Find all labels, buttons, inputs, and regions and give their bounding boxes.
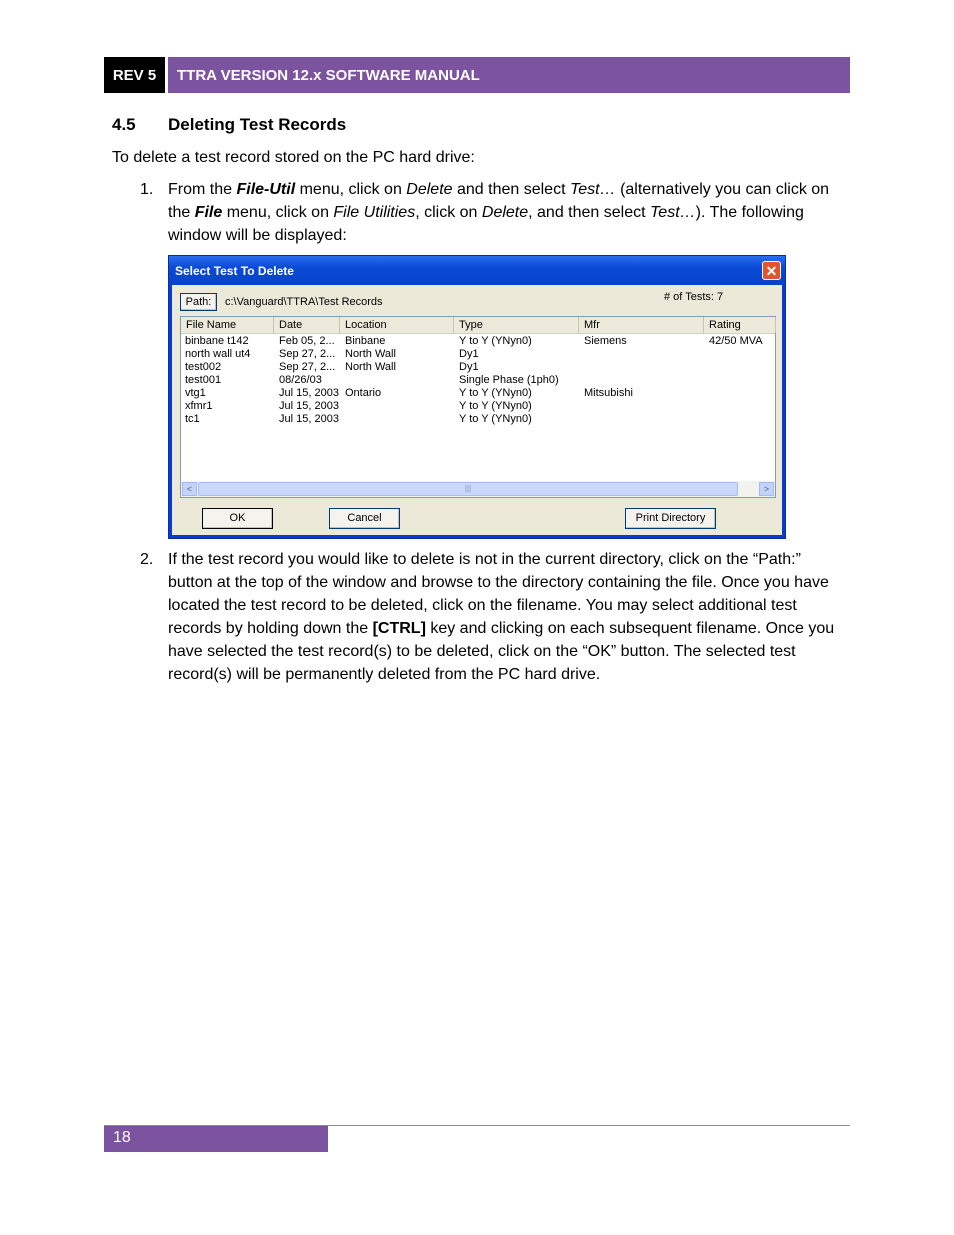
column-header-date[interactable]: Date [274,317,340,333]
mfr-cell: Siemens [584,335,627,347]
date-cell: Jul 15, 2003 [279,400,339,412]
type-cell: Dy1 [459,348,479,360]
column-header-type[interactable]: Type [454,317,579,333]
table-row[interactable] [181,387,775,400]
step-1-text: From the File-Util menu, click on Delete and then select Test… (alternatively you can click on the File menu, click on File Utilities, click on Delete, and then select Test…). The following window will be displayed: [168,181,830,244]
test-records-list[interactable] [180,316,776,498]
location-cell: North Wall [345,348,396,360]
section-heading [112,115,346,135]
ok-button[interactable]: OK [202,508,273,529]
table-row[interactable] [181,348,775,361]
dialog-titlebar[interactable] [169,256,785,285]
select-test-dialog [168,255,786,539]
type-cell: Y to Y (YNyn0) [459,387,532,399]
file-name-cell: test001 [185,374,222,386]
date-cell: Sep 27, 2... [279,361,336,373]
intro-paragraph: To delete a test record stored on the PC hard drive: [112,149,475,166]
type-cell: Y to Y (YNyn0) [459,400,532,412]
date-cell: Feb 05, 2... [279,335,335,347]
manual-title-banner: TTRA VERSION 12.x SOFTWARE MANUAL [168,57,850,93]
type-cell: Single Phase (1ph0) [459,374,559,386]
dialog-title: Select Test To Delete [175,264,294,278]
file-name-cell: tc1 [185,413,200,425]
scroll-left-icon[interactable]: < [182,482,197,496]
list-header [181,317,775,334]
scroll-thumb[interactable]: ||| [198,482,738,496]
date-cell: Jul 15, 2003 [279,413,339,425]
file-name-cell: north wall ut4 [185,348,251,360]
print-directory-button[interactable]: Print Directory [625,508,716,529]
tests-count: # of Tests: 7 [664,291,724,303]
table-row[interactable] [181,374,775,387]
page-number: 18 [104,1126,328,1152]
scroll-right-icon[interactable]: > [759,482,774,496]
type-cell: Dy1 [459,361,479,373]
location-cell: Binbane [345,335,386,347]
cancel-button[interactable]: Cancel [329,508,400,529]
path-button[interactable]: Path: [180,293,217,311]
revision-badge: REV 5 [104,57,165,93]
file-name-cell: vtg1 [185,387,206,399]
column-header-file-name[interactable]: File Name [181,317,274,333]
type-cell: Y to Y (YNyn0) [459,335,532,347]
file-name-cell: xfmr1 [185,400,213,412]
type-cell: Y to Y (YNyn0) [459,413,532,425]
table-row[interactable] [181,361,775,374]
path-value: c:\Vanguard\TTRA\Test Records [225,296,383,308]
column-header-mfr[interactable]: Mfr [579,317,704,333]
horizontal-scrollbar[interactable] [181,481,775,497]
table-row[interactable] [181,413,775,426]
table-row[interactable] [181,335,775,348]
dialog-client-area [172,285,782,535]
step-2-number: 2. [140,551,154,568]
section-number: 4.5 [112,115,136,134]
date-cell: Jul 15, 2003 [279,387,339,399]
table-row[interactable] [181,400,775,413]
column-header-location[interactable]: Location [340,317,454,333]
rating-cell: 42/50 MVA [709,335,763,347]
column-header-rating[interactable]: Rating [704,317,776,333]
section-title: Deleting Test Records [168,115,347,134]
step-1-number: 1. [140,181,154,198]
mfr-cell: Mitsubishi [584,387,633,399]
step-2-text: If the test record you would like to delete is not in the current directory, click on the “Path:” button at the top of the window and browse to the directory containing the file. Once you have located the test record to be deleted, click on the filename. You may select additional test records by holding down the [CTRL] key and clicking on each subsequent filename. Once you have selected the test record(s) to be deleted, click on the “OK” button. The selected test record(s) will be permanently deleted from the PC hard drive. [168,551,835,683]
location-cell: North Wall [345,361,396,373]
file-name-cell: binbane t142 [185,335,249,347]
location-cell: Ontario [345,387,382,399]
file-name-cell: test002 [185,361,222,373]
date-cell: 08/26/03 [279,374,322,386]
date-cell: Sep 27, 2... [279,348,336,360]
close-icon[interactable]: ✕ [762,261,781,280]
